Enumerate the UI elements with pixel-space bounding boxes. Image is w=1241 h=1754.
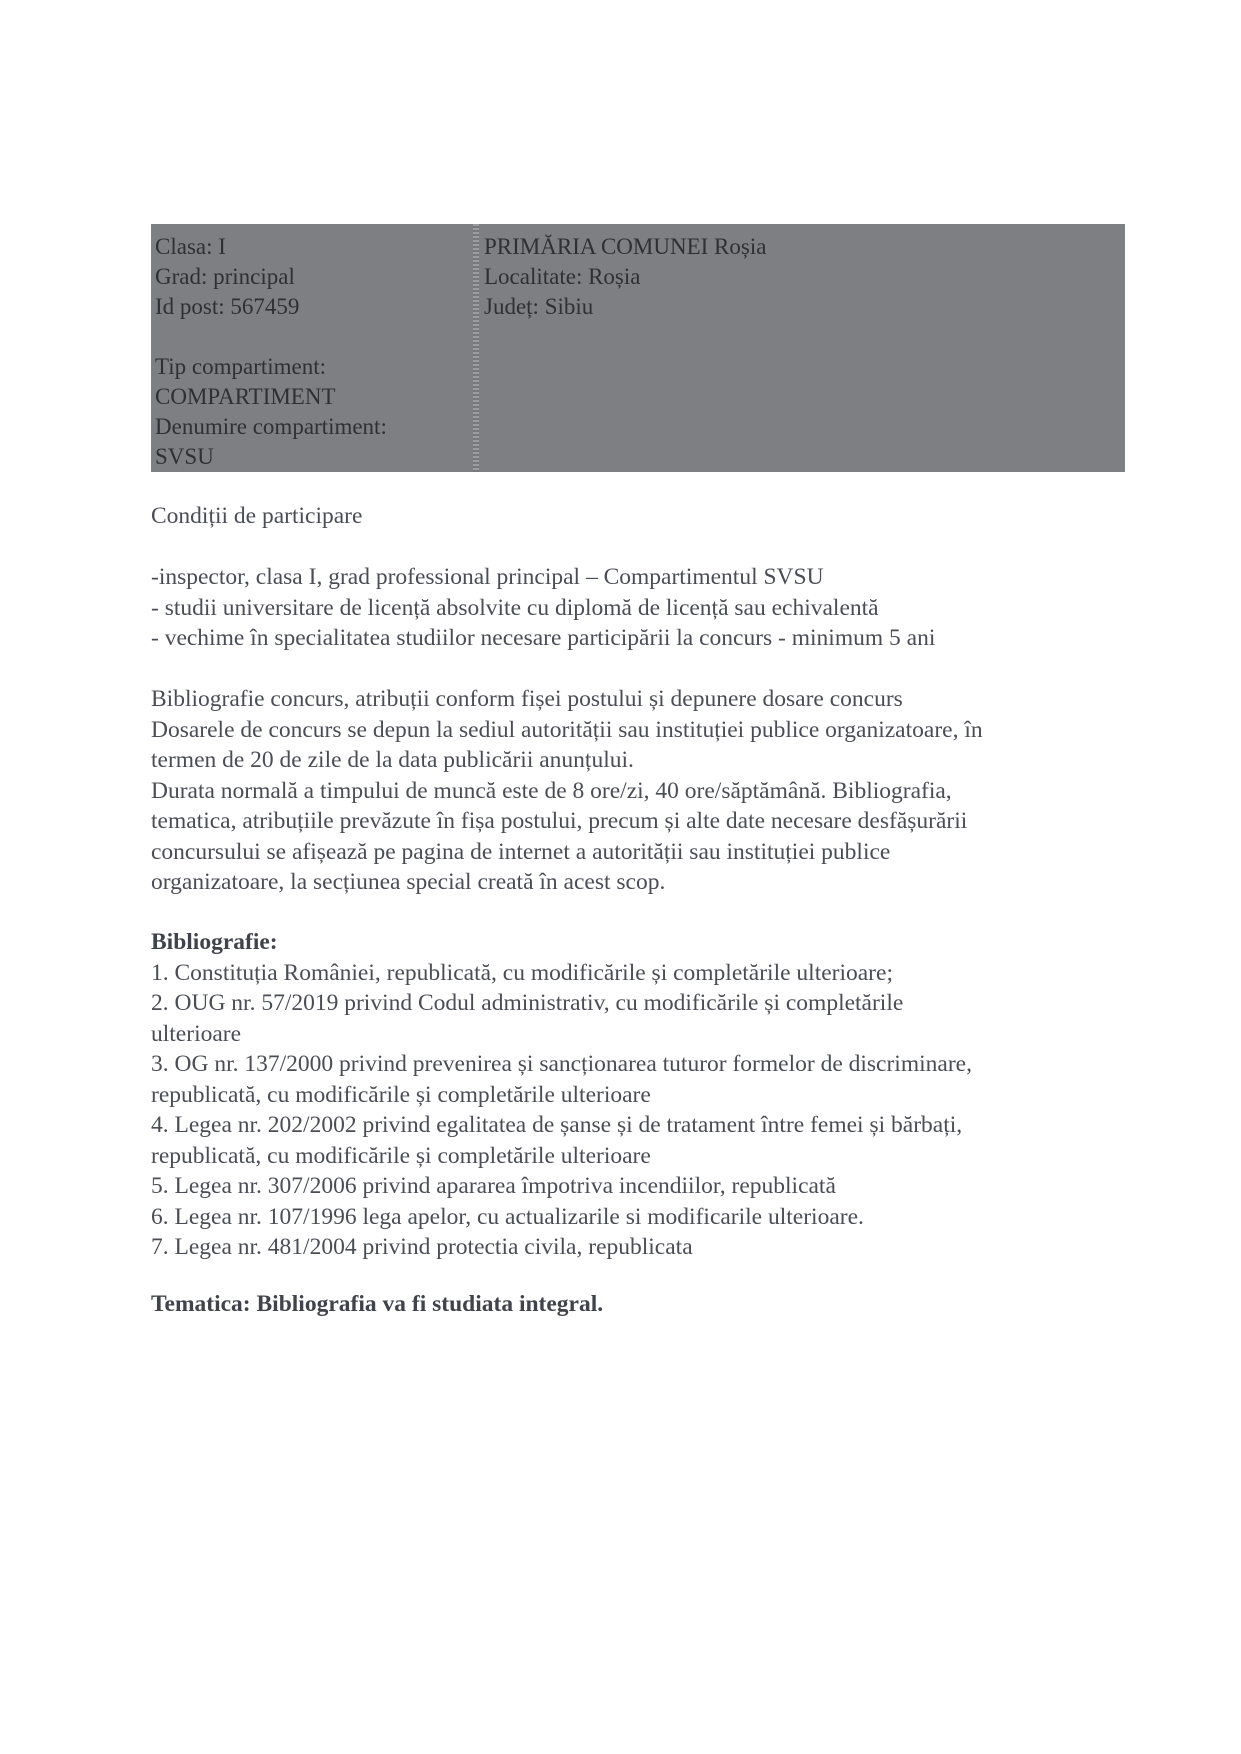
bibliografie-item: republicată, cu modificările și completările ulterioare — [151, 1142, 651, 1169]
info-line: tematica, atribuțiile prevăzute în fișa postului, precum și alte date necesare desfășurării — [151, 808, 968, 834]
bibliografie-item: ulterioare — [151, 1020, 242, 1047]
info-line: Dosarele de concurs se depun la sediul autorității sau instituției publice organizatoare, în — [151, 716, 983, 743]
conditii-item: - vechime în specialitatea studiilor necesare participării la concurs - minimum 5 ani — [151, 625, 936, 651]
info-section — [151, 684, 1091, 898]
conditii-title: Condiții de participare — [151, 503, 363, 529]
bibliografie-item: 3. OG nr. 137/2000 privind prevenirea și sancționarea tuturor formelor de discriminare, — [151, 1051, 972, 1077]
bibliografie-section — [151, 927, 1091, 1263]
tip-compartiment-label: Tip compartiment: — [155, 354, 327, 379]
judet-label: Județ: Sibiu — [484, 294, 594, 319]
tematica-section — [151, 1289, 1091, 1320]
denumire-compartiment-label: Denumire compartiment: — [155, 414, 387, 439]
clasa-label: Clasa: I — [155, 234, 226, 259]
bibliografie-item: 7. Legea nr. 481/2004 privind protectia civila, republicata — [151, 1234, 693, 1260]
denumire-compartiment-value: SVSU — [155, 444, 214, 469]
spacer — [151, 532, 1091, 563]
id-post-label: Id post: 567459 — [155, 294, 300, 319]
bibliografie-item: 6. Legea nr. 107/1996 lega apelor, cu actualizarile si modificarile ulterioare. — [151, 1203, 864, 1230]
bibliografie-item: republicată, cu modificările și completările ulterioare — [151, 1081, 651, 1108]
post-header-box — [151, 224, 1125, 472]
conditii-section — [151, 501, 1091, 654]
institution-panel — [476, 224, 1125, 472]
info-line: concursului se afișează pe pagina de internet a autorității sau instituției publice — [151, 838, 891, 865]
info-line: Bibliografie concurs, atribuții conform fișei postului și depunere dosare concurs — [151, 686, 903, 712]
post-details-panel — [151, 224, 476, 472]
bibliografie-item: 5. Legea nr. 307/2006 privind apararea împotriva incendiilor, republicată — [151, 1173, 836, 1199]
bibliografie-item: 4. Legea nr. 202/2002 privind egalitatea de șanse și de tratament între femei și bărbați, — [151, 1112, 963, 1138]
localitate-label: Localitate: Roșia — [484, 264, 641, 289]
info-line: organizatoare, la secțiunea special creată în acest scop. — [151, 869, 666, 895]
tip-compartiment-value: COMPARTIMENT — [155, 384, 336, 409]
institution-name: PRIMĂRIA COMUNEI Roșia — [484, 234, 767, 259]
info-line: termen de 20 de zile de la data publicării anunțului. — [151, 747, 634, 773]
bibliografie-item: 1. Constituția României, republicată, cu modificările și completările ulterioare; — [151, 959, 893, 986]
tematica-text: Tematica: Bibliografia va fi studiata integral. — [151, 1291, 604, 1317]
conditii-item: -inspector, clasa I, grad professional principal – Compartimentul SVSU — [151, 564, 824, 590]
conditii-item: - studii universitare de licență absolvite cu diplomă de licență sau echivalentă — [151, 594, 879, 621]
bibliografie-item: 2. OUG nr. 57/2019 privind Codul administrativ, cu modificările și completările — [151, 990, 904, 1016]
info-line: Durata normală a timpului de muncă este de 8 ore/zi, 40 ore/săptămână. Bibliografia, — [151, 777, 952, 804]
grad-label: Grad: principal — [155, 264, 295, 289]
bibliografie-title: Bibliografie: — [151, 929, 278, 955]
